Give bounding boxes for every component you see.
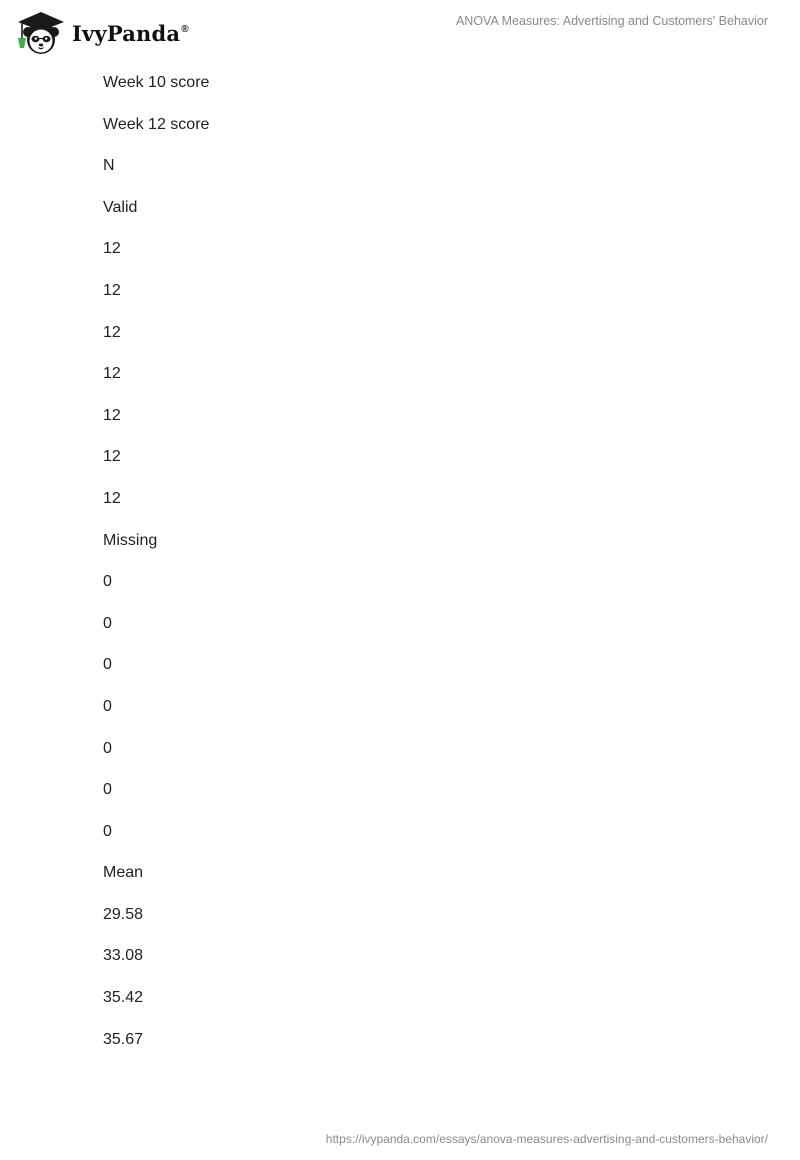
panda-graduate-icon [14,8,66,56]
ivypanda-logo[interactable] [14,8,189,56]
source-url[interactable]: https://ivypanda.com/essays/anova-measures-advertising-and-customers-behavior/ [325,1132,768,1146]
text-line: Mean [103,864,144,882]
registered-mark: ® [181,23,189,35]
text-line: Week 10 score [103,74,210,91]
text-line: 12 [103,365,121,383]
text-line: 0 [103,697,112,715]
text-line: 12 [103,281,121,299]
text-line: 0 [103,614,112,632]
text-line: 29.58 [103,905,144,923]
text-line: 0 [103,739,112,757]
text-line: 12 [103,323,121,341]
text-line: Week 12 score [103,115,210,133]
text-line: 35.42 [103,989,144,1007]
text-line: Missing [103,531,158,549]
text-line: 33.08 [103,947,144,965]
text-line: 0 [103,573,112,591]
page-header [0,0,800,64]
text-line: Valid [103,198,138,216]
text-line: 12 [103,489,121,507]
text-line: 35.67 [103,1030,144,1048]
text-line: 12 [103,406,121,424]
document-title: ANOVA Measures: Advertising and Customers' Behavior [455,14,768,28]
text-line: 12 [103,240,121,258]
brand-name: IvyPanda® [72,20,189,46]
text-line: 0 [103,656,112,674]
text-line: 12 [103,448,121,466]
text-line: 0 [103,781,112,799]
document-body [103,66,743,1064]
text-line: 0 [103,822,112,840]
text-line: N [103,157,115,175]
